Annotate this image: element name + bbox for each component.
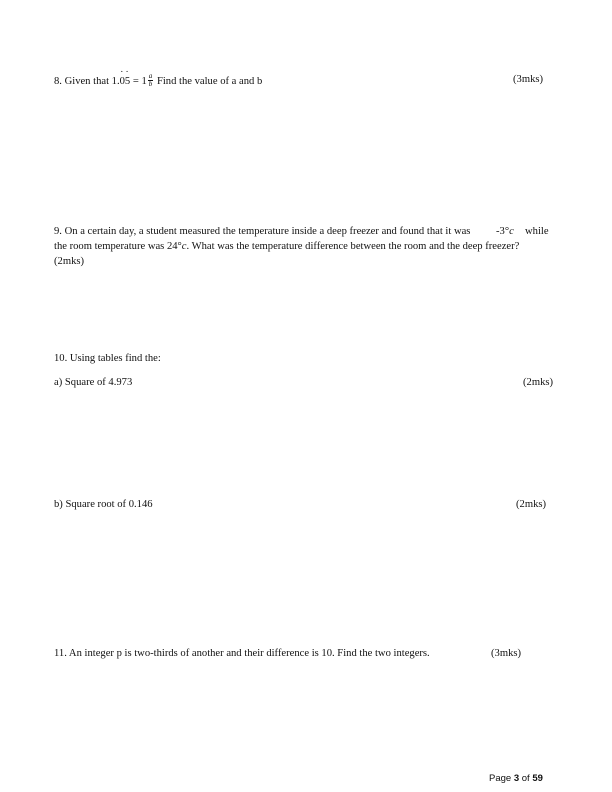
q8-marks: (3mks) <box>513 74 544 85</box>
q10-part-b-marks: (2mks) <box>516 499 547 510</box>
q9-line1-end: while <box>525 226 549 237</box>
q9-line2-end: . What was the temperature difference between the room and the deep freezer? <box>186 241 520 252</box>
footer-of-label: of <box>519 773 533 784</box>
question-8 <box>54 74 262 89</box>
q8-suffix: Find the value of a and b <box>154 75 263 87</box>
q9-line1-text: 9. On a certain day, a student measured the temperature inside a deep freezer and found that it was <box>54 226 471 237</box>
q9-temperature-freezer <box>496 226 514 237</box>
q9-temp-unit: c <box>509 226 514 237</box>
q9-temp-value: -3° <box>496 226 510 237</box>
footer-page-number: 3 <box>513 773 520 784</box>
q8-fraction-denominator: b <box>148 80 153 88</box>
q8-repeating-digit-0: ˙ 0 <box>120 76 125 87</box>
q10-part-b: b) Square root of 0.146 <box>54 499 153 510</box>
q8-prefix: 8. Given that 1. <box>54 75 120 87</box>
q9-line-2 <box>54 241 519 252</box>
q8-fraction <box>148 73 154 88</box>
q9-line2-start: the room temperature was 24° <box>54 241 182 252</box>
q9-marks: (2mks) <box>54 256 85 267</box>
q9-line-1 <box>54 226 470 237</box>
q10-part-a: a) Square of 4.973 <box>54 377 133 388</box>
q11-marks: (3mks) <box>491 648 522 659</box>
q8-repeating-digit-5: ˙ 5 <box>125 76 130 87</box>
question-11: 11. An integer p is two-thirds of another and their difference is 10. Find the two integers. <box>54 648 430 659</box>
q8-fraction-numerator: a <box>148 72 153 80</box>
footer-page-label: Page <box>489 773 514 784</box>
q10-intro: 10. Using tables find the: <box>54 353 161 364</box>
page-footer <box>489 773 543 784</box>
footer-page-total: 59 <box>532 773 543 784</box>
q9-line2-unit: c <box>181 241 187 252</box>
q8-equals: = 1 <box>130 75 147 87</box>
q10-part-a-marks: (2mks) <box>523 377 554 388</box>
